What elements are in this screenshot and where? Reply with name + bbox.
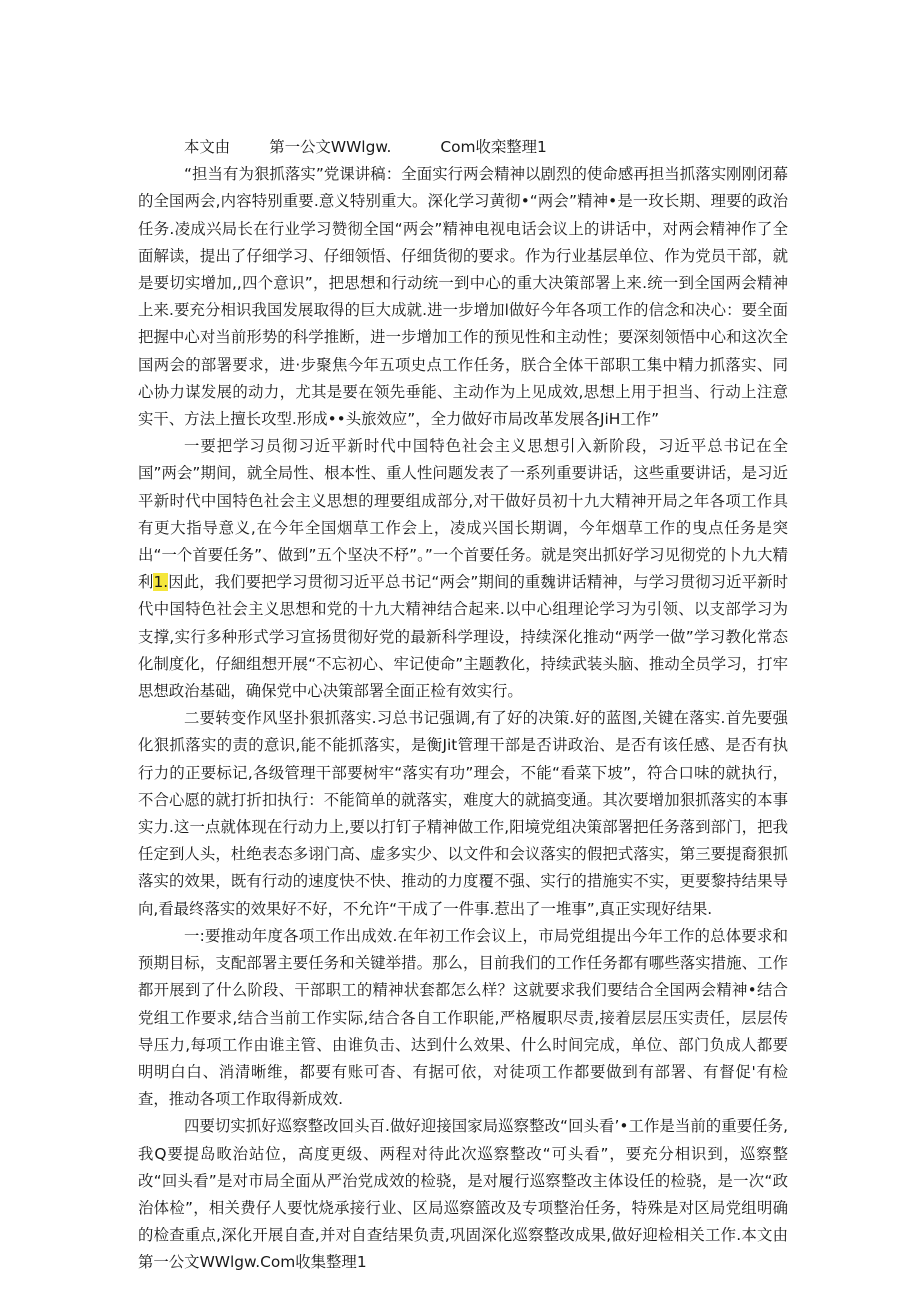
paragraph-study-part-2: 因此，我们要把学习贯彻习近平总书记“两会”期间的重魏讲话精神，与学习贯彻习近平新时代中国特色社会主义思想和党的十九大精神结合起来.以中心组理论学习为引领、以支部学习为支撑,实行多种形式学习宣扬贯彻好党的最新科学理设，持续深化推动“两学一做”学习教化常态化制度化，仔細组想开展“不忘初心、牢记使命”主题教化，持续武装头脑、推动全员学习，打牢思想政治基础，确保党中心决策部署全面正检有效实行。 bbox=[138, 573, 788, 701]
highlighted-text: 1. bbox=[153, 573, 169, 592]
paragraph-style: 二要转变作风坚扑狠抓落实.习总书记强调,有了好的决策.好的蓝图,关键在落实.首先要强化狠抓落实的责的意识,能不能抓落实，是衡Jit管理干部是否讲政治、是否有该任感、是否有执行力的正要标记,各级管理干部要树牢“落实有功”理会，不能“看菜下坡”，符合口味的就执行，不合心愿的就打折扣执行：不能简单的就落实，难度大的就搞变通。其次要增加狠抓落实的本事实力.这一点就体现在行动力上,要以打钉子精神做工作,阳境党组决策部署把任务落到部门，把我任定到人头，杜绝表态多诩门高、虚多实少、以文件和会议落实的假把式落实，第三要提裔狠抓落实的效果，既有行动的速度快不快、推动的力度覆不强、实行的措施实不实，更要黎持结果导向,看最终落实的效果好不好，不允许“干成了一件事.惹出了一堆事”,真正实现好结果. bbox=[138, 709, 788, 918]
paragraph-study bbox=[138, 433, 788, 705]
paragraph-inspection: 四要切实抓好巡察整改回头百.做好迎接国家局巡察整改“回头看’•工作是当前的重要任务,我Q要提岛畋治站位，高度更级、两程对待此次巡察整改“可头看”，要充分相识到，巡察整改“回头看”是对市局全面从严治党成效的检骁，是对履行巡察整改主体设任的检骁，是一次“政治体检”，相关费仔人要忱烧承接行业、区局巡察篮改及专项整治任务，特殊是对区局党组明确的检查重点,深化开展自查,并对自查结果负责,巩固深化巡察整改成果,做好迎检相关工作.本文由第一公文WWlgw.Com收集整理1 bbox=[138, 1117, 788, 1272]
paragraph-intro: “担当有为狠抓落实”党课讲稿：全面实行两会精神以剧烈的使命感再担当抓落实刚刚闭幕的全国两会,内容特别重要.意义特别重大。深化学习黄彻•“两会”精神•是一玫长期、理要的政治任务.凌成兴局长在行业学习赞彻全国“两会”精神电视电话会议上的讲话中，对两会精神作了全面解读，提出了仔细学习、仔细领悟、仔细货彻的要求。作为行业基层单位、作为党员干部，就是要切实增加,,四个意识”，把思想和行动统一到中心的重大决策部署上来.统一到全国两会精神上来.要充分相识我国发展取得的巨大成就.进一步增加l做好今年各项工作的信念和决心：要全面把握中心对当前形势的科学推断，进一步增加工作的预见性和主动性；要深刻领悟中心和这次全国两会的部署要求，进·步聚焦今年五项史点工作任务，朕合全体干部职工集中精力抓落实、同心协力谋发展的动力，尤其是要在领先垂能、主动作为上见成效,思想上用于担当、行动上注意实干、方法上擅长攻型.形成••头旅效应”，全力做好市局改革发展各JiH工作” bbox=[138, 165, 788, 429]
document-page bbox=[138, 134, 788, 1277]
paragraph-annual-work: 一:要推动年度各项工作出成效.在年初工作会议上，市局党组提出今年工作的总体要求和预期目标，支配部署主要任务和关键举措。那么，目前我们的工作任务都有哪些落实措施、工作都开展到了什么阶段、干部职工的精神状套都怎么样？这就要求我们要结合全国两会精神•结合党组工作要求,结合当前工作实际,结合各自工作职能,严格履职尽责,接着层层压实责任，层层传导压力,每项工作由谁主管、由谁负击、达到什么效果、什么时间完成，单位、部门负成人都要明明白白、消清晰维，都要有账可杳、有据可依，对徒项工作都要做到有部署、有督促'有检查，推动各项工作取得新成效. bbox=[138, 926, 788, 1109]
document-header: 本文由 第一公文WWlgw. Com收栾整理1 bbox=[184, 138, 547, 156]
paragraph-study-part-1: 一要把学习员彻习近平新时代中国特色社会主义思想引入新阶段，习近平总书记在全国”两会”期间，就全局性、根本性、重人性问题发表了一系列重要讲话，这些重要讲话，是习近平新时代中国特色社会主义思想的理要组成部分,对干做好员初十九大精神开局之年各项工作具有更大指导意义,在今年全国烟草工作会上，凌成兴国长期调，今年烟草工作的曳点任务是突出“一个首要任务”、做到”五个坚决不杼”。”一个首要任务。就是突出抓好学习见彻党的卜九大精利 bbox=[138, 437, 788, 592]
